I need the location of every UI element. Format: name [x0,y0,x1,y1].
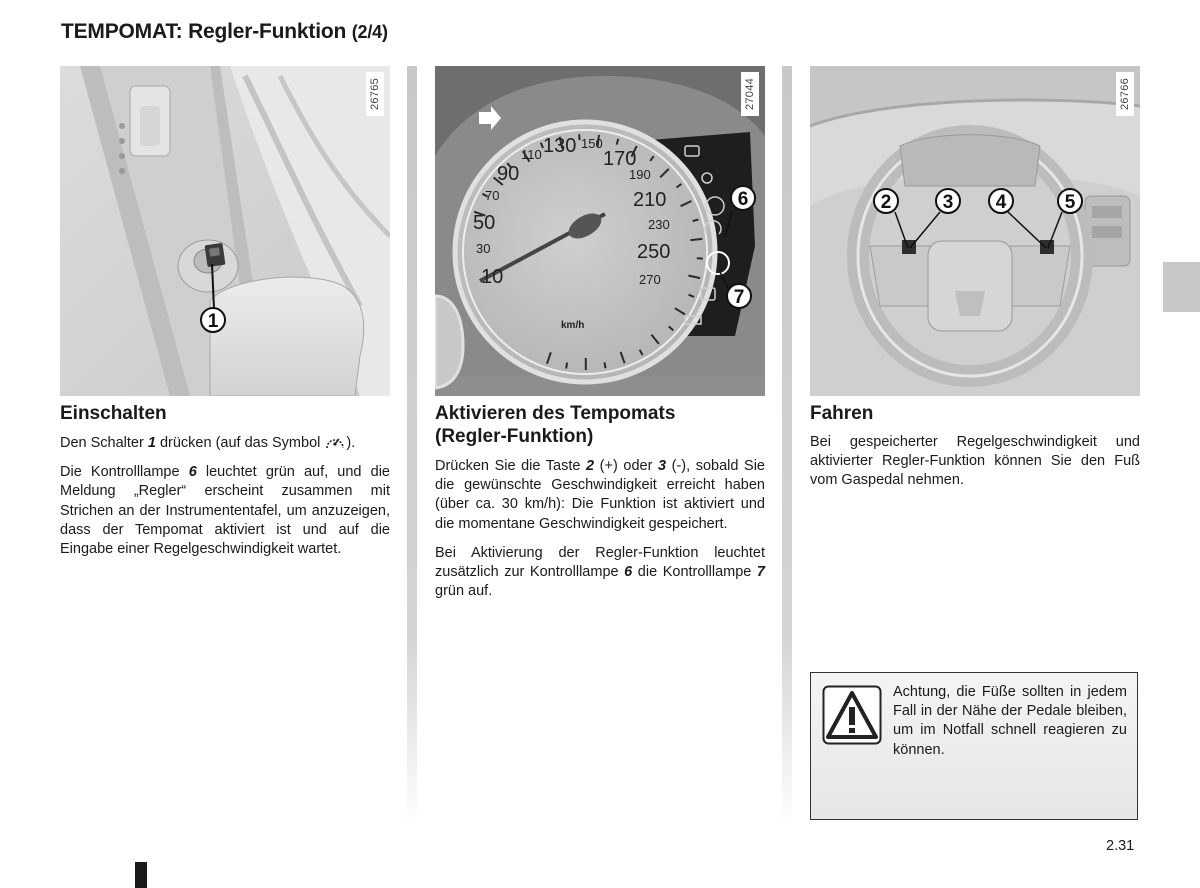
column-divider [407,66,417,826]
figure-switch-console [60,66,390,396]
speedo-label-10: 10 [481,266,504,288]
speedo-unit: km/h [561,320,585,331]
speedo-label-250: 250 [637,241,671,263]
figure-steering-wheel [810,66,1140,396]
speedo-label-190: 190 [629,167,651,182]
image-reference-number: 26765 [366,72,384,116]
image-reference-number: 26766 [1116,72,1134,116]
cruise-control-symbol-icon [324,433,346,451]
page-title-text: TEMPOMAT: Regler-Funktion [61,20,347,43]
callout-1: 1 [207,311,219,332]
speedo-label-270: 270 [639,272,661,287]
figure-speedometer [435,66,765,396]
printer-edge-mark [135,862,147,888]
callout-6: 6 [737,189,749,210]
speedo-label-150: 150 [581,136,603,151]
speedo-label-30: 30 [476,241,491,256]
paragraph: Drücken Sie die Taste 2 (+) oder 3 (-), sobald Sie die gewünschte Geschwindigkeit erreicht haben (über ca. 30 km/h): Die Funktion ist aktiviert und die momentane Geschwindigkeit gespeichert. [435,458,765,532]
callout-5: 5 [1064,192,1076,213]
image-reference-number: 27044 [741,72,759,116]
section-body-aktivieren [435,457,765,611]
column-divider [782,66,792,826]
callout-7: 7 [733,287,745,308]
section-heading-einschalten: Einschalten [60,403,167,424]
warning-box [810,672,1138,820]
section-heading-line: (Regler-Funktion) [435,426,594,447]
speedo-label-230: 230 [648,217,670,232]
speedo-tick [690,239,702,240]
speedo-label-210: 210 [633,189,667,211]
page-title-part: (2/4) [351,22,388,42]
section-heading-fahren: Fahren [810,403,874,424]
speedo-label-110: 110 [521,147,542,162]
speedo-label-70: 70 [485,188,500,203]
speedo-label-90: 90 [497,163,520,185]
callout-2: 2 [880,192,892,213]
section-body-fahren [810,433,1140,501]
section-heading-aktivieren [435,402,675,448]
speedo-tick [566,363,567,369]
speedo-label-170: 170 [603,148,637,170]
paragraph: Bei Aktivierung der Regler-Funktion leuchtet zusätzlich zur Kontrolllampe 6 die Kontrolllampe 7 grün auf. [435,544,765,600]
speedo-label-130: 130 [543,135,577,157]
warning-triangle-icon [822,685,882,745]
paragraph: Bei gespeicherter Regelgeschwindigkeit und aktivierter Regler-Funktion können Sie den Fuß vom Gaspedal nehmen. [810,434,1140,489]
speedo-label-50: 50 [473,212,496,234]
speedo-tick [604,362,605,368]
callout-4: 4 [995,192,1007,213]
paragraph: Die Kontrolllampe 6 leuchtet grün auf, und die Meldung „Regler“ erscheint zusammen mit Strichen an der Instrumententafel, um anzuzeigen, dass der Tempomat aktiviert ist und auf die Eingabe einer Regelgeschwindigkeit wartet. [60,464,390,558]
paragraph: Den Schalter 1 drücken (auf das Symbol ). [60,435,356,451]
section-heading-line: Aktivieren des Tempomats [435,403,676,424]
warning-text: Achtung, die Füße sollten in jedem Fall in der Nähe der Pedale bleiben, um im Notfall schnell reagieren zu können. [893,684,1127,758]
page-number: 2.31 [1106,838,1135,854]
section-body-einschalten [60,433,390,569]
page-title [61,20,388,44]
callout-3: 3 [942,192,954,213]
section-thumb-tab [1163,262,1200,312]
